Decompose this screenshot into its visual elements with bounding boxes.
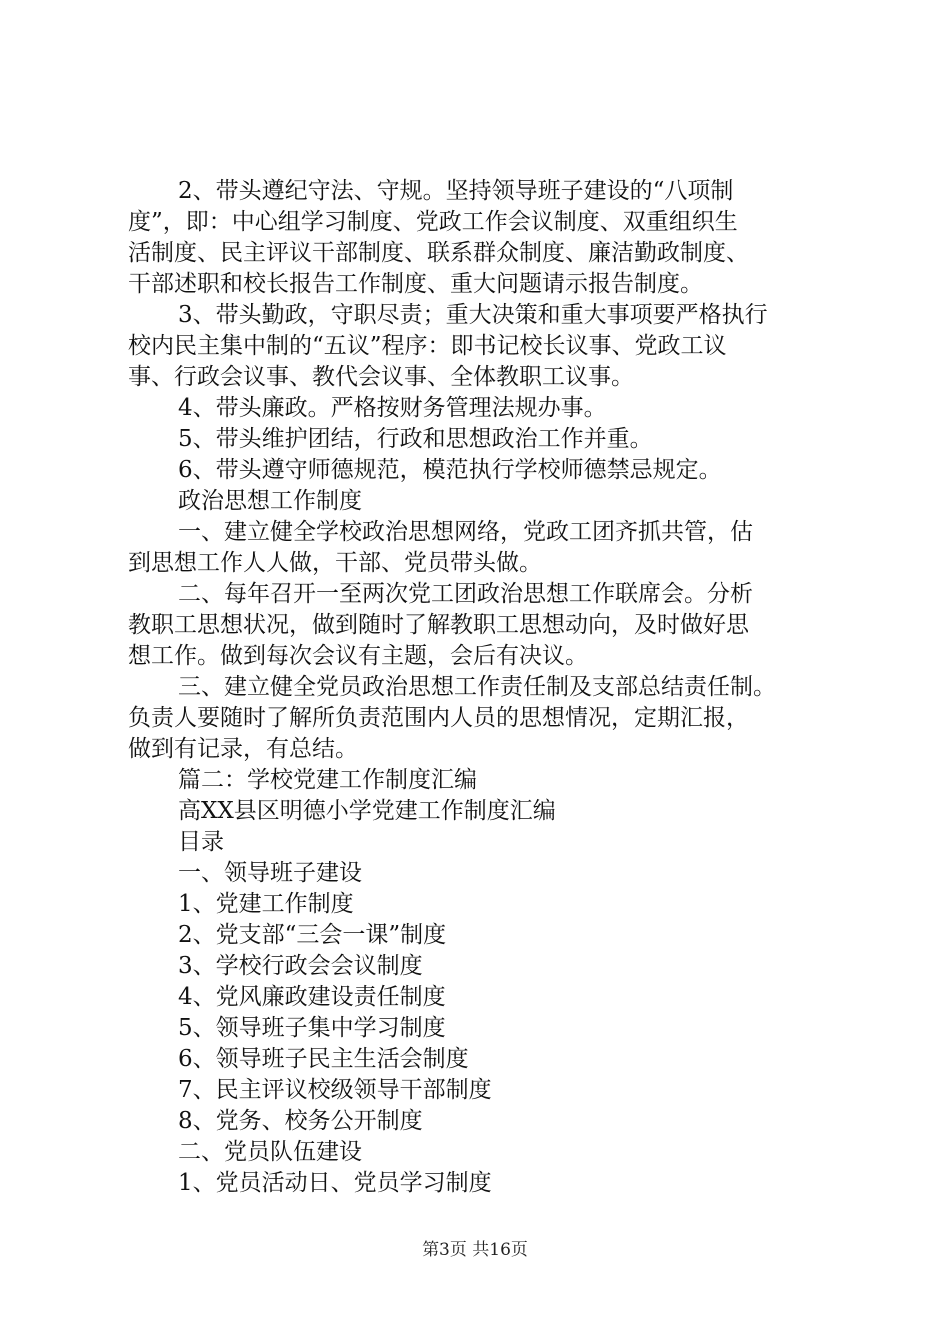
text-line: 2、党支部“三会一课”制度 <box>178 922 447 948</box>
text-line: 想工作。做到每次会议有主题，会后有决议。 <box>128 643 588 669</box>
text-line: 7、民主评议校级领导干部制度 <box>178 1077 492 1103</box>
text-line: 目录 <box>178 829 224 855</box>
text-line: 3、学校行政会会议制度 <box>178 953 423 979</box>
page-footer: 第3页 共16页 <box>422 1240 528 1260</box>
text-line: 政治思想工作制度 <box>178 488 362 514</box>
text-line: 二、每年召开一至两次党工团政治思想工作联席会。分析 <box>178 581 753 607</box>
text-line: 二、党员队伍建设 <box>178 1139 362 1165</box>
text-line: 三、建立健全党员政治思想工作责任制及支部总结责任制。 <box>178 674 776 700</box>
text-line: 6、带头遵守师德规范，模范执行学校师德禁忌规定。 <box>178 457 722 483</box>
text-line: 高XX县区明德小学党建工作制度汇编 <box>178 798 556 824</box>
text-line: 活制度、民主评议干部制度、联系群众制度、廉洁勤政制度、 <box>128 240 749 266</box>
text-line: 干部述职和校长报告工作制度、重大问题请示报告制度。 <box>128 271 703 297</box>
text-line: 3、带头勤政，守职尽责；重大决策和重大事项要严格执行 <box>178 302 768 328</box>
text-line: 校内民主集中制的“五议”程序：即书记校长议事、党政工议 <box>128 333 727 359</box>
text-line: 4、党风廉政建设责任制度 <box>178 984 446 1010</box>
text-line: 1、党建工作制度 <box>178 891 354 917</box>
text-line: 4、带头廉政。严格按财务管理法规办事。 <box>178 395 607 421</box>
text-line: 1、党员活动日、党员学习制度 <box>178 1170 492 1196</box>
text-line: 负责人要随时了解所负责范围内人员的思想情况，定期汇报， <box>128 705 749 731</box>
text-line: 篇二：学校党建工作制度汇编 <box>178 767 477 793</box>
text-line: 2、带头遵纪守法、守规。坚持领导班子建设的“八项制 <box>178 178 734 204</box>
text-line: 做到有记录，有总结。 <box>128 736 358 762</box>
text-line: 一、领导班子建设 <box>178 860 362 886</box>
text-line: 5、领导班子集中学习制度 <box>178 1015 446 1041</box>
document-body <box>128 176 848 1199</box>
text-line: 事、行政会议事、教代会议事、全体教职工议事。 <box>128 364 634 390</box>
text-line: 度”，即：中心组学习制度、党政工作会议制度、双重组织生 <box>128 209 738 235</box>
text-line: 8、党务、校务公开制度 <box>178 1108 423 1134</box>
text-line: 6、领导班子民主生活会制度 <box>178 1046 469 1072</box>
text-line: 一、建立健全学校政治思想网络，党政工团齐抓共管，估 <box>178 519 753 545</box>
text-line: 教职工思想状况，做到随时了解教职工思想动向，及时做好思 <box>128 612 749 638</box>
text-line: 到思想工作人人做，干部、党员带头做。 <box>128 550 542 576</box>
text-line: 5、带头维护团结，行政和思想政治工作并重。 <box>178 426 653 452</box>
